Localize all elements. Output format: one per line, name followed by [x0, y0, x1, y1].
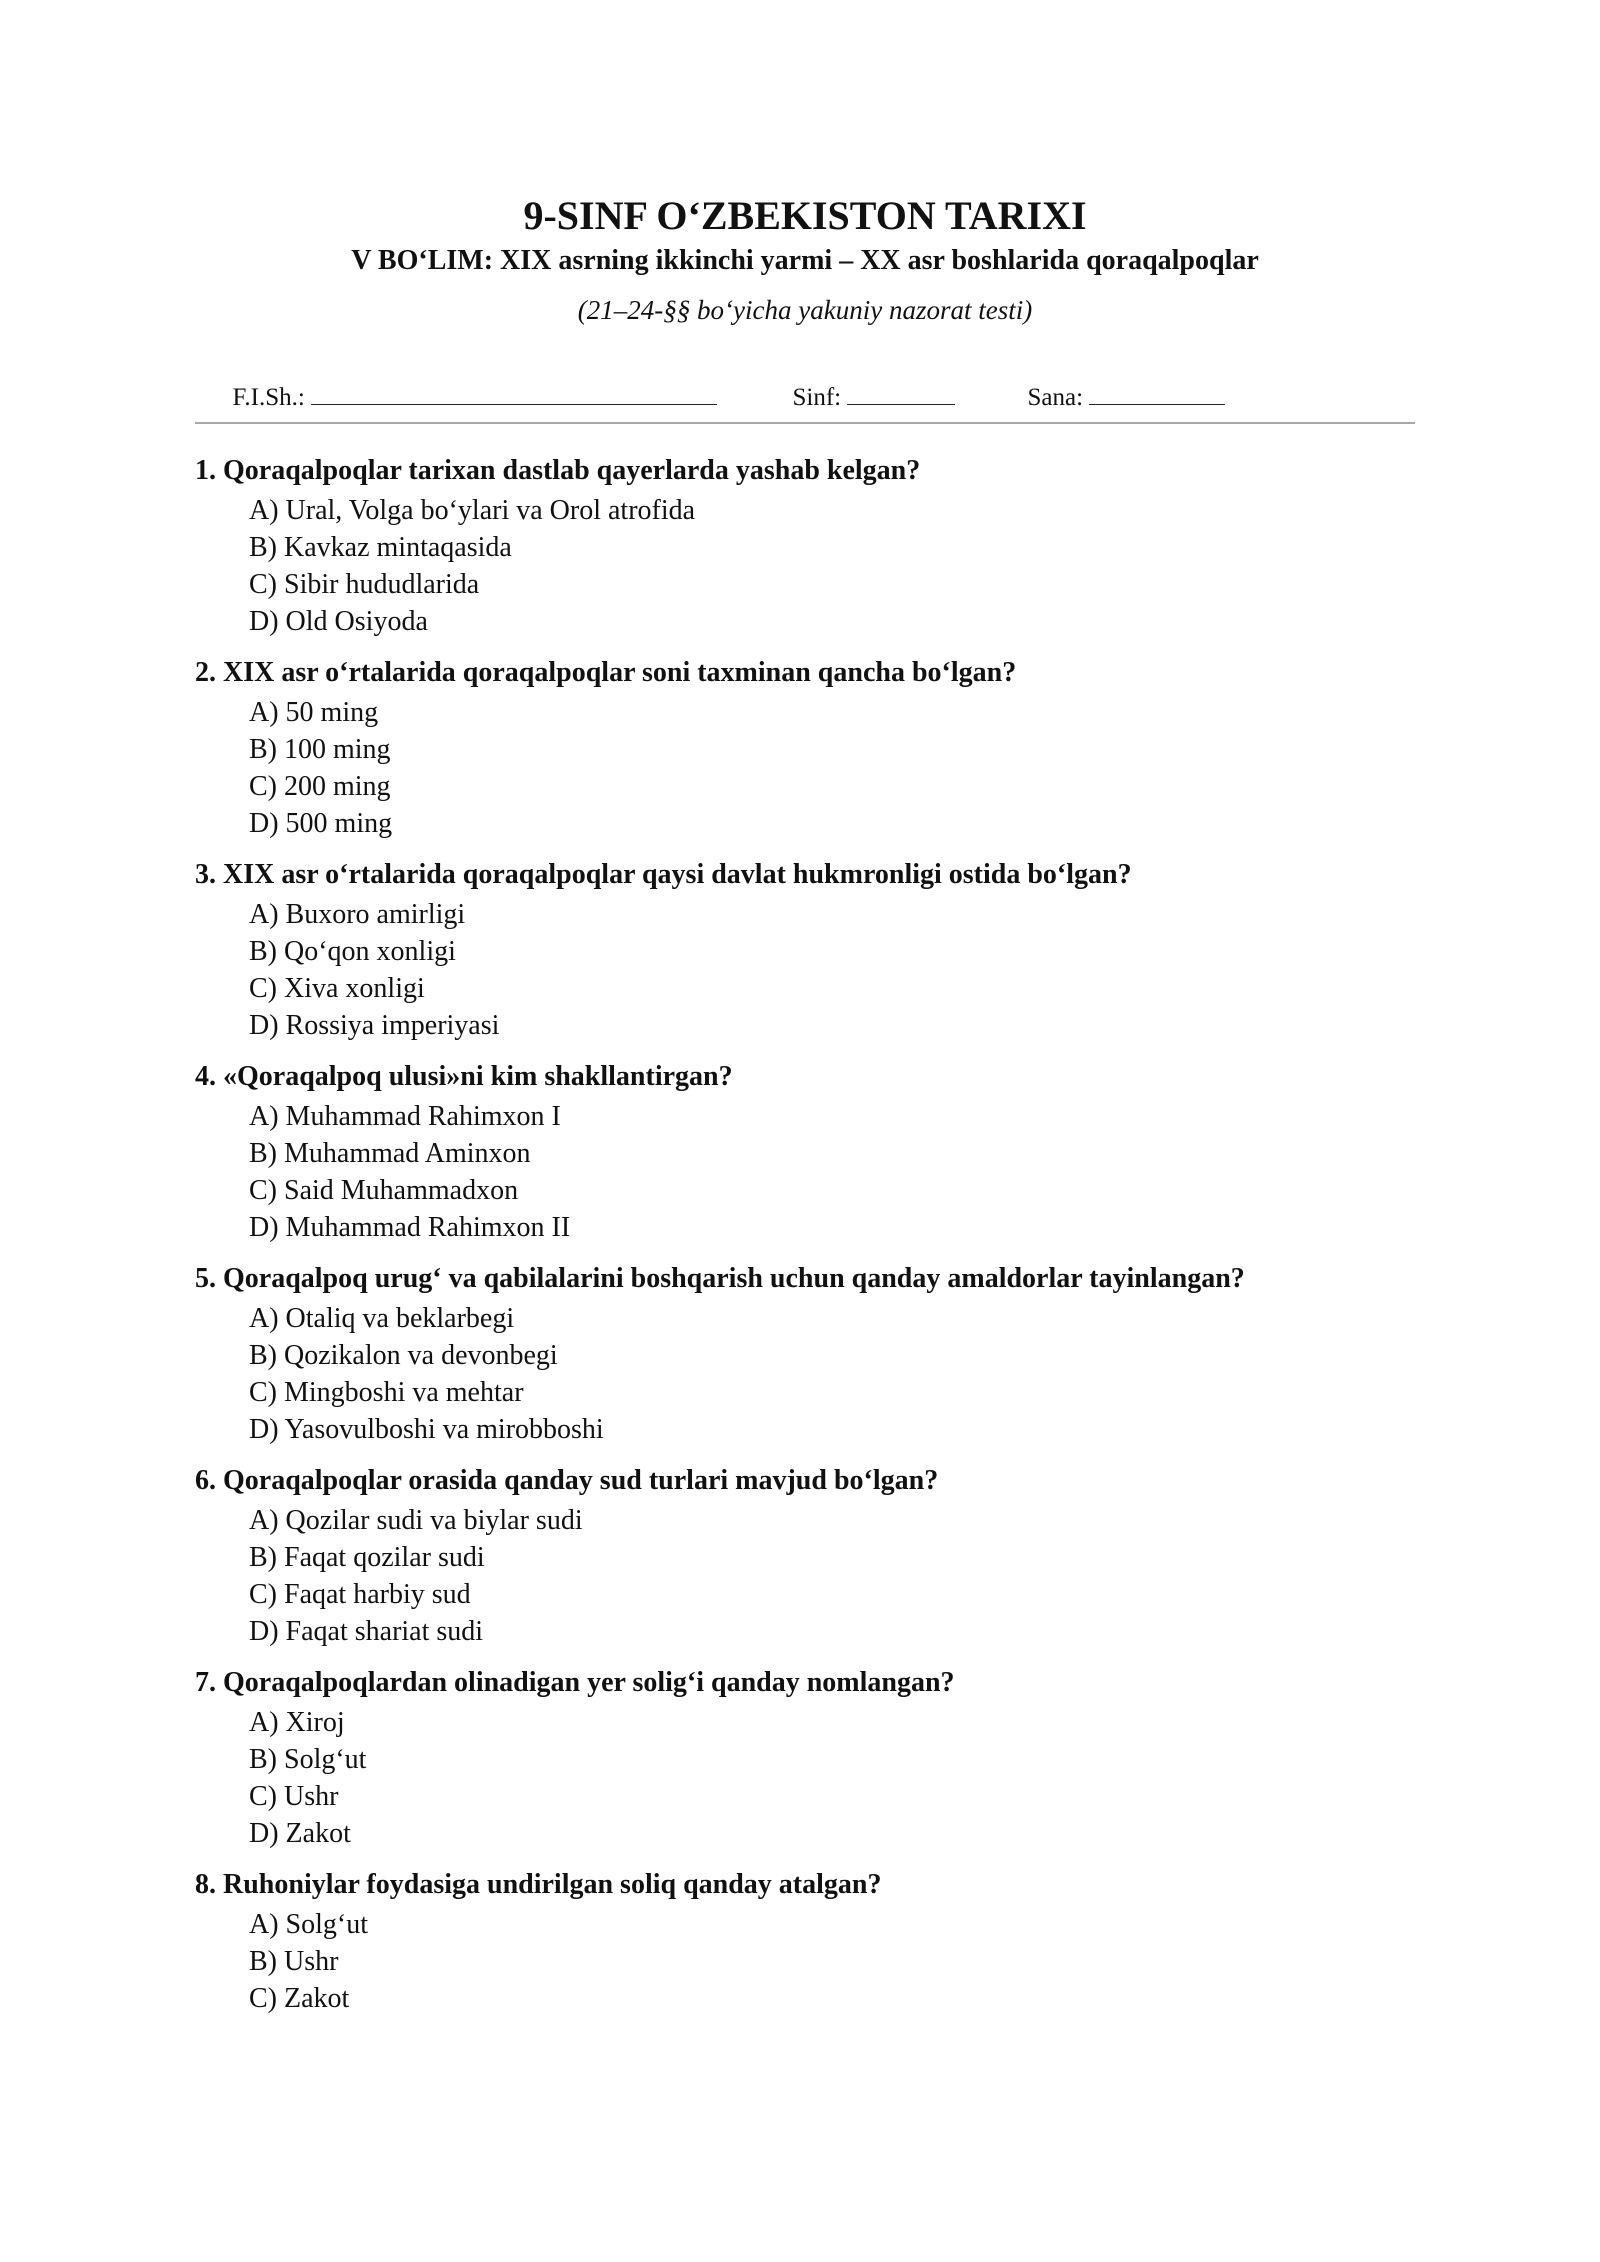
- question-text: 6. Qoraqalpoqlar orasida qanday sud turlari mavjud bo‘lgan?: [195, 1465, 939, 1496]
- answer-option[interactable]: B) Muhammad Aminxon: [249, 1138, 531, 1169]
- question-6: [195, 1462, 1415, 1650]
- answer-option[interactable]: D) Faqat shariat sudi: [249, 1616, 484, 1647]
- answer-option[interactable]: D) 500 ming: [249, 808, 393, 839]
- answer-option[interactable]: B) 100 ming: [249, 734, 391, 765]
- answer-option[interactable]: C) Said Muhammadxon: [249, 1175, 519, 1206]
- answer-option[interactable]: C) Mingboshi va mehtar: [249, 1377, 524, 1408]
- page-title: 9-SINF O‘ZBEKISTON TARIXI: [523, 193, 1087, 238]
- answer-option[interactable]: A) Muhammad Rahimxon I: [249, 1101, 561, 1132]
- question-2: [195, 654, 1415, 842]
- test-page: [195, 192, 1415, 2031]
- question-text: 7. Qoraqalpoqlardan olinadigan yer solig‘i qanday nomlangan?: [195, 1667, 955, 1698]
- answer-option[interactable]: A) Xiroj: [249, 1707, 345, 1738]
- answer-options: [195, 1704, 1415, 1852]
- answer-options: [195, 492, 1415, 640]
- answer-options: [195, 1502, 1415, 1650]
- question-5: [195, 1260, 1415, 1448]
- answer-option[interactable]: C) Zakot: [249, 1983, 350, 2014]
- answer-options: [195, 1906, 1415, 2017]
- answer-option[interactable]: D) Yasovulboshi va mirobboshi: [249, 1414, 604, 1445]
- student-info-fields: [195, 338, 1415, 411]
- question-3: [195, 856, 1415, 1044]
- answer-option[interactable]: A) Qozilar sudi va biylar sudi: [249, 1505, 583, 1536]
- question-text: 1. Qoraqalpoqlar tarixan dastlab qayerlarda yashab kelgan?: [195, 455, 921, 486]
- answer-option[interactable]: A) 50 ming: [249, 697, 379, 728]
- class-field-blank[interactable]: [847, 378, 955, 405]
- answer-option[interactable]: C) Sibir hududlarida: [249, 569, 480, 600]
- name-field[interactable]: [195, 338, 717, 458]
- answer-option[interactable]: C) 200 ming: [249, 771, 391, 802]
- question-text: 8. Ruhoniylar foydasiga undirilgan soliq qanday atalgan?: [195, 1869, 882, 1900]
- name-field-label: F.I.Sh.:: [232, 384, 305, 411]
- answer-options: [195, 1300, 1415, 1448]
- date-field[interactable]: [990, 338, 1225, 458]
- answer-option[interactable]: A) Buxoro amirligi: [249, 899, 466, 930]
- test-note: (21–24-§§ bo‘yicha yakuniy nazorat testi): [577, 295, 1033, 325]
- date-field-blank[interactable]: [1089, 378, 1225, 405]
- answer-option[interactable]: C) Xiva xonligi: [249, 973, 425, 1004]
- answer-option[interactable]: B) Qo‘qon xonligi: [249, 936, 456, 967]
- answer-option[interactable]: A) Solg‘ut: [249, 1909, 368, 1940]
- answer-option[interactable]: B) Ushr: [249, 1946, 339, 1977]
- question-text: 4. «Qoraqalpoq ulusi»ni kim shakllantirgan?: [195, 1061, 733, 1092]
- answer-options: [195, 694, 1415, 842]
- answer-option[interactable]: B) Qozikalon va devonbegi: [249, 1340, 558, 1371]
- answer-option[interactable]: B) Faqat qozilar sudi: [249, 1542, 485, 1573]
- section-subtitle: V BO‘LIM: XIX asrning ikkinchi yarmi – XX asr boshlarida qoraqalpoqlar: [351, 245, 1259, 276]
- answer-option[interactable]: A) Ural, Volga bo‘ylari va Orol atrofida: [249, 495, 696, 526]
- question-text: 5. Qoraqalpoq urug‘ va qabilalarini boshqarish uchun qanday amaldorlar tayinlangan?: [195, 1263, 1245, 1294]
- question-list: [195, 452, 1415, 2017]
- answer-option[interactable]: B) Kavkaz mintaqasida: [249, 532, 512, 563]
- question-text: 2. XIX asr o‘rtalarida qoraqalpoqlar soni taxminan qancha bo‘lgan?: [195, 657, 1017, 688]
- name-field-blank[interactable]: [311, 378, 717, 405]
- answer-option[interactable]: D) Rossiya imperiyasi: [249, 1010, 500, 1041]
- answer-option[interactable]: C) Faqat harbiy sud: [249, 1579, 471, 1610]
- question-text: 3. XIX asr o‘rtalarida qoraqalpoqlar qaysi davlat hukmronligi ostida bo‘lgan?: [195, 859, 1132, 890]
- question-1: [195, 452, 1415, 640]
- answer-option[interactable]: D) Zakot: [249, 1818, 351, 1849]
- answer-option[interactable]: C) Ushr: [249, 1781, 339, 1812]
- question-4: [195, 1058, 1415, 1246]
- date-field-label: Sana:: [1027, 384, 1084, 411]
- answer-option[interactable]: D) Old Osiyoda: [249, 606, 428, 637]
- class-field[interactable]: [755, 338, 955, 458]
- answer-option[interactable]: D) Muhammad Rahimxon II: [249, 1212, 571, 1243]
- answer-options: [195, 896, 1415, 1044]
- answer-option[interactable]: A) Otaliq va beklarbegi: [249, 1303, 515, 1334]
- question-7: [195, 1664, 1415, 1852]
- answer-option[interactable]: B) Solg‘ut: [249, 1744, 367, 1775]
- answer-options: [195, 1098, 1415, 1246]
- question-8: [195, 1866, 1415, 2017]
- class-field-label: Sinf:: [792, 384, 842, 411]
